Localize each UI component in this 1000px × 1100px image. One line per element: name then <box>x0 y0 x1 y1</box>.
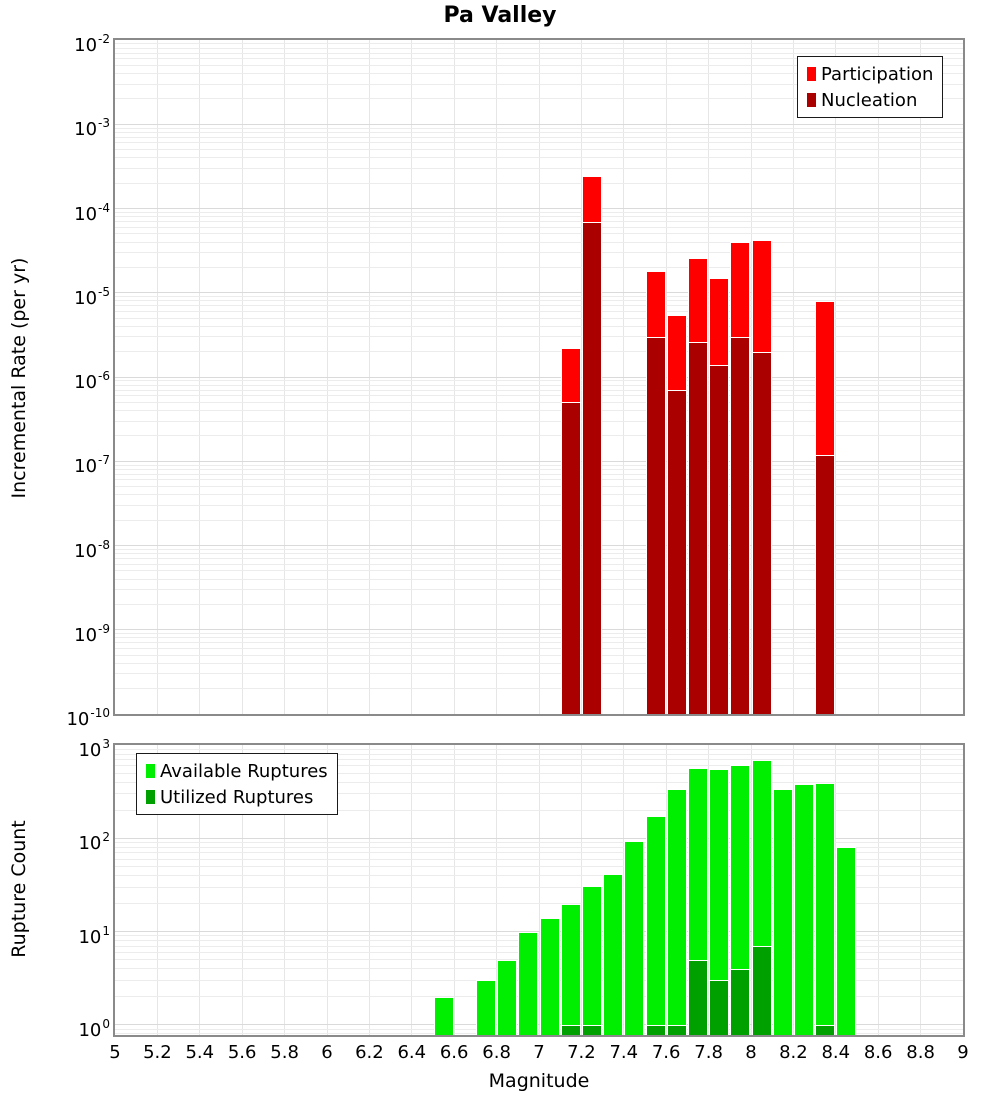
gridline-minor <box>115 296 963 297</box>
x-tick-label: 7.2 <box>567 1042 596 1063</box>
bar-available <box>836 847 856 1035</box>
gridline-minor <box>115 390 963 391</box>
gridline-minor <box>115 137 963 138</box>
gridline-minor <box>115 48 963 49</box>
legend-label: Utilized Ruptures <box>160 786 314 808</box>
bar-available <box>646 816 666 1035</box>
gridline-minor <box>115 749 963 750</box>
bottom-plot-area <box>113 743 965 1037</box>
gridline-minor <box>115 132 963 133</box>
y-tick-label: $10^{-10}$ <box>66 706 110 730</box>
chart-title: Pa Valley <box>443 3 557 28</box>
y-tick-label: $10^{-8}$ <box>74 537 110 562</box>
gridline-major <box>115 545 963 546</box>
gridline-minor <box>115 221 963 222</box>
x-tick-label: 8 <box>745 1042 757 1063</box>
legend-swatch <box>807 93 816 107</box>
gridline-minor <box>115 421 963 422</box>
gridline-minor <box>115 311 963 312</box>
gridline-minor <box>115 43 963 44</box>
x-tick-label: 5.6 <box>227 1042 257 1063</box>
gridline-minor <box>115 410 963 411</box>
legend-item <box>807 61 933 87</box>
gridline-major <box>115 377 963 378</box>
gridline-minor <box>115 402 963 403</box>
bar-available <box>773 789 793 1035</box>
gridline-minor <box>115 842 963 843</box>
y-tick-label: $10^{-7}$ <box>74 453 110 478</box>
gridline-minor <box>115 520 963 521</box>
bar-nucleation <box>667 390 687 714</box>
x-tick-label: 7 <box>533 1042 545 1063</box>
gridline-minor <box>115 157 963 158</box>
bar-utilized <box>730 969 750 1035</box>
gridline-minor <box>115 326 963 327</box>
gridline-minor <box>115 642 963 643</box>
gridline-minor <box>115 318 963 319</box>
bottom-y-axis-label: Rupture Count <box>8 820 30 958</box>
gridline-minor <box>115 435 963 436</box>
bar-available <box>794 784 814 1035</box>
x-tick-label: 6.2 <box>355 1042 384 1063</box>
x-tick-label: 6.4 <box>397 1042 427 1063</box>
gridline-vertical <box>454 745 455 1035</box>
x-tick-label: 8.2 <box>779 1042 808 1063</box>
gridline-major <box>115 629 963 630</box>
bar-available <box>518 932 538 1035</box>
top-plot-area <box>113 38 965 716</box>
gridline-minor <box>115 570 963 571</box>
gridline-minor <box>115 558 963 559</box>
top-legend <box>797 56 943 118</box>
legend-item <box>146 784 328 810</box>
gridline-minor <box>115 648 963 649</box>
gridline-minor <box>115 655 963 656</box>
y-tick-label: $10^2$ <box>78 830 110 855</box>
x-tick-label: 6 <box>321 1042 333 1063</box>
top-plot-canvas <box>115 40 963 714</box>
gridline-minor <box>115 469 963 470</box>
bar-available <box>434 997 454 1035</box>
legend-swatch <box>146 790 155 804</box>
gridline-minor <box>115 637 963 638</box>
gridline-minor <box>115 553 963 554</box>
legend-label: Available Ruptures <box>160 760 328 782</box>
bar-available <box>603 874 623 1035</box>
gridline-minor <box>115 479 963 480</box>
bar-available <box>624 841 644 1035</box>
x-tick-label: 5.2 <box>143 1042 172 1063</box>
gridline-minor <box>115 149 963 150</box>
gridline-vertical <box>920 745 921 1035</box>
y-tick-label: $10^{-6}$ <box>74 369 110 393</box>
x-tick-label: 6.8 <box>482 1042 511 1063</box>
bar-available <box>582 886 602 1035</box>
bar-nucleation <box>561 402 581 714</box>
x-tick-label: 6.6 <box>439 1042 469 1063</box>
gridline-minor <box>115 242 963 243</box>
y-tick-label: $10^{-3}$ <box>74 116 110 141</box>
gridline-minor <box>115 128 963 129</box>
gridline-minor <box>115 252 963 253</box>
bottom-legend <box>136 753 338 815</box>
gridline-minor <box>115 168 963 169</box>
x-tick-label: 7.6 <box>651 1042 681 1063</box>
gridline-minor <box>115 351 963 352</box>
gridline-minor <box>115 494 963 495</box>
gridline-minor <box>115 486 963 487</box>
x-tick-label: 5 <box>109 1042 121 1063</box>
bar-available <box>497 960 517 1035</box>
x-tick-label: 8.6 <box>863 1042 893 1063</box>
bar-nucleation <box>646 337 666 714</box>
gridline-minor <box>115 53 963 54</box>
bar-utilized <box>752 946 772 1035</box>
x-axis-label: Magnitude <box>488 1070 590 1092</box>
legend-label: Nucleation <box>821 89 918 111</box>
bar-nucleation <box>709 365 729 714</box>
gridline-minor <box>115 564 963 565</box>
bar-utilized <box>667 1025 687 1035</box>
gridline-minor <box>115 673 963 674</box>
gridline-minor <box>115 142 963 143</box>
bar-available <box>561 904 581 1035</box>
gridline-minor <box>115 380 963 381</box>
gridline-minor <box>115 579 963 580</box>
bar-utilized <box>582 1025 602 1035</box>
gridline-minor <box>115 385 963 386</box>
gridline-minor <box>115 474 963 475</box>
gridline-minor <box>115 465 963 466</box>
legend-swatch <box>807 67 816 81</box>
gridline-minor <box>115 233 963 234</box>
bar-utilized <box>815 1025 835 1035</box>
bar-nucleation <box>730 337 750 714</box>
gridline-vertical <box>369 745 370 1035</box>
gridline-minor <box>115 395 963 396</box>
top-y-axis-label: Incremental Rate (per yr) <box>8 257 30 499</box>
gridline-major <box>115 208 963 209</box>
gridline-minor <box>115 305 963 306</box>
bar-nucleation <box>815 455 835 714</box>
bar-available <box>815 783 835 1035</box>
gridline-minor <box>115 505 963 506</box>
gridline-minor <box>115 633 963 634</box>
x-tick-label: 9 <box>957 1042 969 1063</box>
gridline-major <box>115 838 963 839</box>
bar-available <box>476 980 496 1035</box>
gridline-minor <box>115 300 963 301</box>
x-tick-label: 7.8 <box>694 1042 723 1063</box>
y-tick-label: $10^0$ <box>78 1016 110 1041</box>
y-tick-label: $10^{-2}$ <box>74 32 110 56</box>
gridline-major <box>115 124 963 125</box>
gridline-minor <box>115 227 963 228</box>
gridline-minor <box>115 549 963 550</box>
y-tick-label: $10^3$ <box>78 737 110 761</box>
legend-swatch <box>146 764 155 778</box>
gridline-minor <box>115 183 963 184</box>
bar-nucleation <box>688 342 708 714</box>
x-tick-label: 7.4 <box>609 1042 639 1063</box>
bar-utilized <box>688 960 708 1035</box>
bar-utilized <box>561 1025 581 1035</box>
y-tick-label: $10^{-4}$ <box>74 200 110 225</box>
bar-utilized <box>709 980 729 1035</box>
y-tick-label: $10^1$ <box>78 923 110 948</box>
x-tick-label: 5.4 <box>185 1042 215 1063</box>
gridline-major <box>115 461 963 462</box>
gridline-minor <box>115 589 963 590</box>
gridline-vertical <box>878 745 879 1035</box>
gridline-vertical <box>411 745 412 1035</box>
bar-utilized <box>646 1025 666 1035</box>
bar-nucleation <box>752 352 772 714</box>
bar-nucleation <box>582 222 602 714</box>
legend-item <box>807 87 933 113</box>
x-tick-label: 5.8 <box>270 1042 299 1063</box>
gridline-minor <box>115 688 963 689</box>
gridline-minor <box>115 336 963 337</box>
y-tick-label: $10^{-5}$ <box>74 284 110 309</box>
x-tick-label: 8.8 <box>906 1042 935 1063</box>
gridline-minor <box>115 663 963 664</box>
gridline-minor <box>115 267 963 268</box>
gridline-minor <box>115 216 963 217</box>
y-tick-label: $10^{-9}$ <box>74 621 110 646</box>
gridline-major <box>115 292 963 293</box>
gridline-minor <box>115 212 963 213</box>
gridline-minor <box>115 604 963 605</box>
x-tick-label: 8.4 <box>821 1042 851 1063</box>
legend-item <box>146 758 328 784</box>
legend-label: Participation <box>821 63 934 85</box>
bar-available <box>667 789 687 1035</box>
bar-available <box>540 918 560 1035</box>
